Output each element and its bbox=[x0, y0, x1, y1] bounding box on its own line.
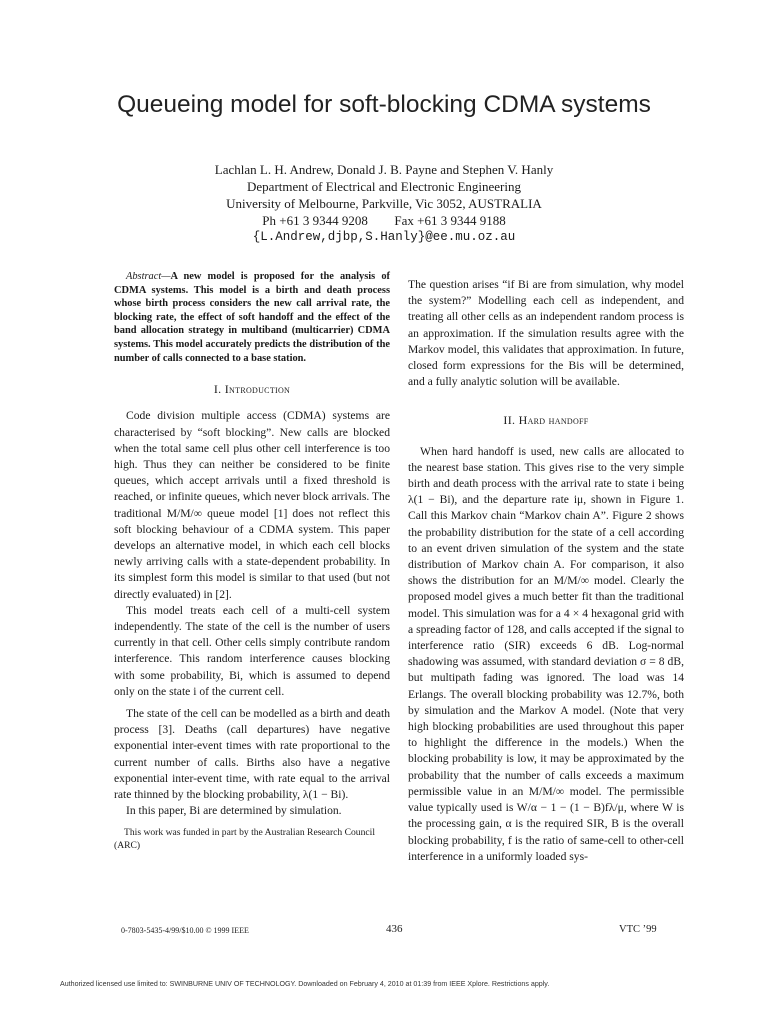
author-block bbox=[120, 161, 648, 246]
contact-line bbox=[120, 212, 648, 229]
email-address: {L.Andrew,djbp,S.Hanly}@ee.mu.oz.au bbox=[252, 230, 516, 244]
department: Department of Electrical and Electronic Engineering bbox=[247, 179, 521, 194]
intro-paragraph-3: The state of the cell can be modelled as a birth and death process [3]. Deaths (call departures) have negative exponential inter-event times with rate proportional to the current number of calls. Births also have a negative exponential inter-event time, with rate equal to the arrival rate thinned by the blocking probability, λ(1 − Bi). bbox=[114, 707, 390, 802]
paper-title: Queueing model for soft-blocking CDMA systems bbox=[117, 91, 651, 118]
hard-handoff-paragraph: When hard handoff is used, new calls are allocated to the nearest base station. This gives rise to the very simple birth and death process with the arrival rate to state i being λ(1 − Bi), and the departure rate iμ, shown in Figure 1. Call this Markov chain “Markov chain A”. Figure 2 shows the probability distribution for the state of a cell according to an event driven simulation of the system and the state distribution of Markov chain A. For comparison, it also shows the distribution for an M/M/∞ model. Clearly the proposed model gives a much better fit than the traditional model. This simulation was for a 4 × 4 hexagonal grid with a spreading factor of 128, and calls accepted if the signal to interference ratio (SIR) exceeds 6 dB. Log-normal shadowing was assumed, with standard deviation σ = 8 dB, but multipath fading was ignored. The load was 14 Erlangs. The overall blocking probability was 12.7%, both by simulation and the Markov A model. (Note that very high blocking probabilities are used throughout this paper to highlight the difference in the models.) When the blocking probability is low, it may be approximated by the probability that the number of calls exceeds a maximum permissible value in an M/M/∞ model. The permissible value typically used is W/α − 1 − (1 − B)fλ/μ, where W is the processing gain, α is the required SIR, B is the overall blocking probability, f is the ratio of same-cell to other-cell interference in a uniformly loaded sys- bbox=[408, 444, 684, 863]
abstract-lead: Abstract— bbox=[126, 271, 171, 282]
abstract-text: A new model is proposed for the analysis of CDMA systems. This model is a birth and death process whose birth process considers the new call arrival rate, the blocking rate, the effect of soft handoff and the effect of the band allocation strategy in multiband (multicarrier) CDMA systems. This model accurately predicts the distribution of the number of calls connected to a base station. bbox=[114, 271, 390, 364]
phone-number: Ph +61 3 9344 9208 bbox=[262, 213, 368, 228]
right-column bbox=[408, 277, 684, 865]
funding-footnote: This work was funded in part by the Australian Research Council (ARC) bbox=[114, 827, 375, 851]
page-number: 436 bbox=[386, 923, 403, 935]
abstract bbox=[114, 270, 390, 365]
fax-number: Fax +61 3 9344 9188 bbox=[394, 213, 506, 228]
section-heading-introduction: I. Introduction bbox=[213, 382, 291, 397]
intro-paragraph-2: This model treats each cell of a multi-cell system independently. The state of the cell is the number of users currently in that cell. Other cells simply contribute random interference. This random interference causes blocking with some probability, Bi, which is assumed to depend only on the state i of the current cell. bbox=[114, 603, 390, 698]
conference-name: VTC ’99 bbox=[619, 924, 657, 935]
author-names: Lachlan L. H. Andrew, Donald J. B. Payne and Stephen V. Hanly bbox=[214, 162, 554, 177]
intro-paragraph-4: In this paper, Bi are determined by simulation. bbox=[126, 804, 342, 818]
left-column bbox=[114, 270, 390, 852]
license-notice: Authorized licensed use limited to: SWINBURNE UNIV OF TECHNOLOGY. Downloaded on February 4, 2010 at 01:39 from IEEE Xplore. Restrictions apply. bbox=[60, 980, 550, 988]
university: University of Melbourne, Parkville, Vic 3052, AUSTRALIA bbox=[226, 196, 542, 211]
right-paragraph-1: The question arises “if Bi are from simulation, why model the system?” Modelling each cell as independent, and treating all other cells as an independent random process is an approximation. If the simulation results agree with the Markov model, this validates that approximation. In future, closed form expressions for the Bis will be determined, and a fully analytic solution will be available. bbox=[408, 278, 684, 389]
section-heading-hard-handoff: II. Hard handoff bbox=[503, 413, 589, 428]
copyright-line: 0-7803-5435-4/99/$10.00 © 1999 IEEE bbox=[121, 926, 249, 935]
intro-paragraph-1: Code division multiple access (CDMA) systems are characterised by “soft blocking”. New calls are blocked when the total same cell plus other cell interference is too high. Thus they can neither be considered to be finite queues, which accept arrivals until a fixed threshold is reached, or infinite queues, which never block arrivals. The traditional M/M/∞ queue model [1] does not reflect this soft blocking behaviour of a CDMA system. This paper develops an alternative model, in which each cell blocks newly arriving calls with a state-dependent probability. In its simplest form this model is similar to that used (but not directly evaluated) in [2]. bbox=[114, 409, 390, 601]
